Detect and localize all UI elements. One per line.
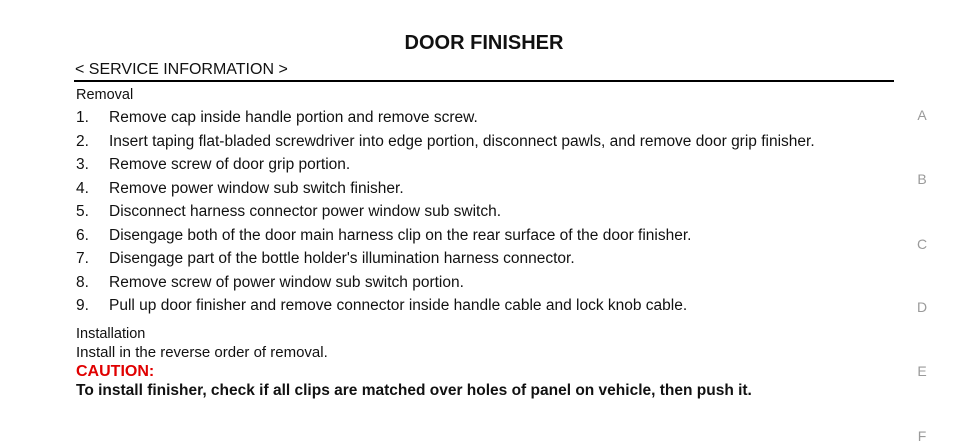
step-number: 8.: [76, 273, 89, 291]
margin-index-letter: F: [917, 428, 927, 444]
step-number: 9.: [76, 297, 89, 314]
step-text: Remove power window sub switch finisher.: [109, 179, 404, 197]
step-text: Remove screw of door grip portion.: [109, 156, 351, 173]
section-header: < SERVICE INFORMATION >: [75, 61, 288, 78]
margin-index-letter: B: [917, 171, 927, 187]
step-number: 4.: [76, 179, 89, 197]
step-text: Pull up door finisher and remove connector inside handle cable and lock knob cable.: [109, 297, 688, 314]
caution-text: To install finisher, check if all clips are matched over holes of panel on vehicle, then push it.: [76, 382, 752, 399]
step-text: Insert taping flat-bladed screwdriver into edge portion, disconnect pawls, and remove door grip finisher.: [109, 132, 815, 150]
step-number: 7.: [76, 250, 89, 267]
margin-index-letter: C: [916, 236, 928, 252]
step-text: Disengage both of the door main harness clip on the rear surface of the door finisher.: [109, 226, 692, 244]
step-number: 1.: [76, 109, 89, 126]
margin-index-letter: E: [917, 363, 927, 379]
step-text: Disconnect harness connector power window sub switch.: [109, 203, 501, 220]
step-text: Disengage part of the bottle holder's illumination harness connector.: [109, 250, 575, 267]
installation-text: Install in the reverse order of removal.: [76, 344, 328, 361]
step-text: Remove screw of power window sub switch portion.: [109, 273, 464, 291]
step-number: 6.: [76, 226, 89, 244]
removal-heading: Removal: [76, 87, 134, 103]
step-number: 3.: [76, 156, 89, 173]
caution-label: CAUTION:: [76, 363, 155, 380]
step-number: 5.: [76, 203, 89, 220]
margin-index-letter: D: [916, 299, 928, 315]
step-text: Remove cap inside handle portion and remove screw.: [109, 109, 478, 126]
margin-index-letter: A: [917, 107, 927, 123]
installation-heading: Installation: [76, 326, 146, 342]
page-title: DOOR FINISHER: [404, 32, 564, 54]
step-number: 2.: [76, 132, 89, 150]
header-divider: [74, 80, 894, 82]
